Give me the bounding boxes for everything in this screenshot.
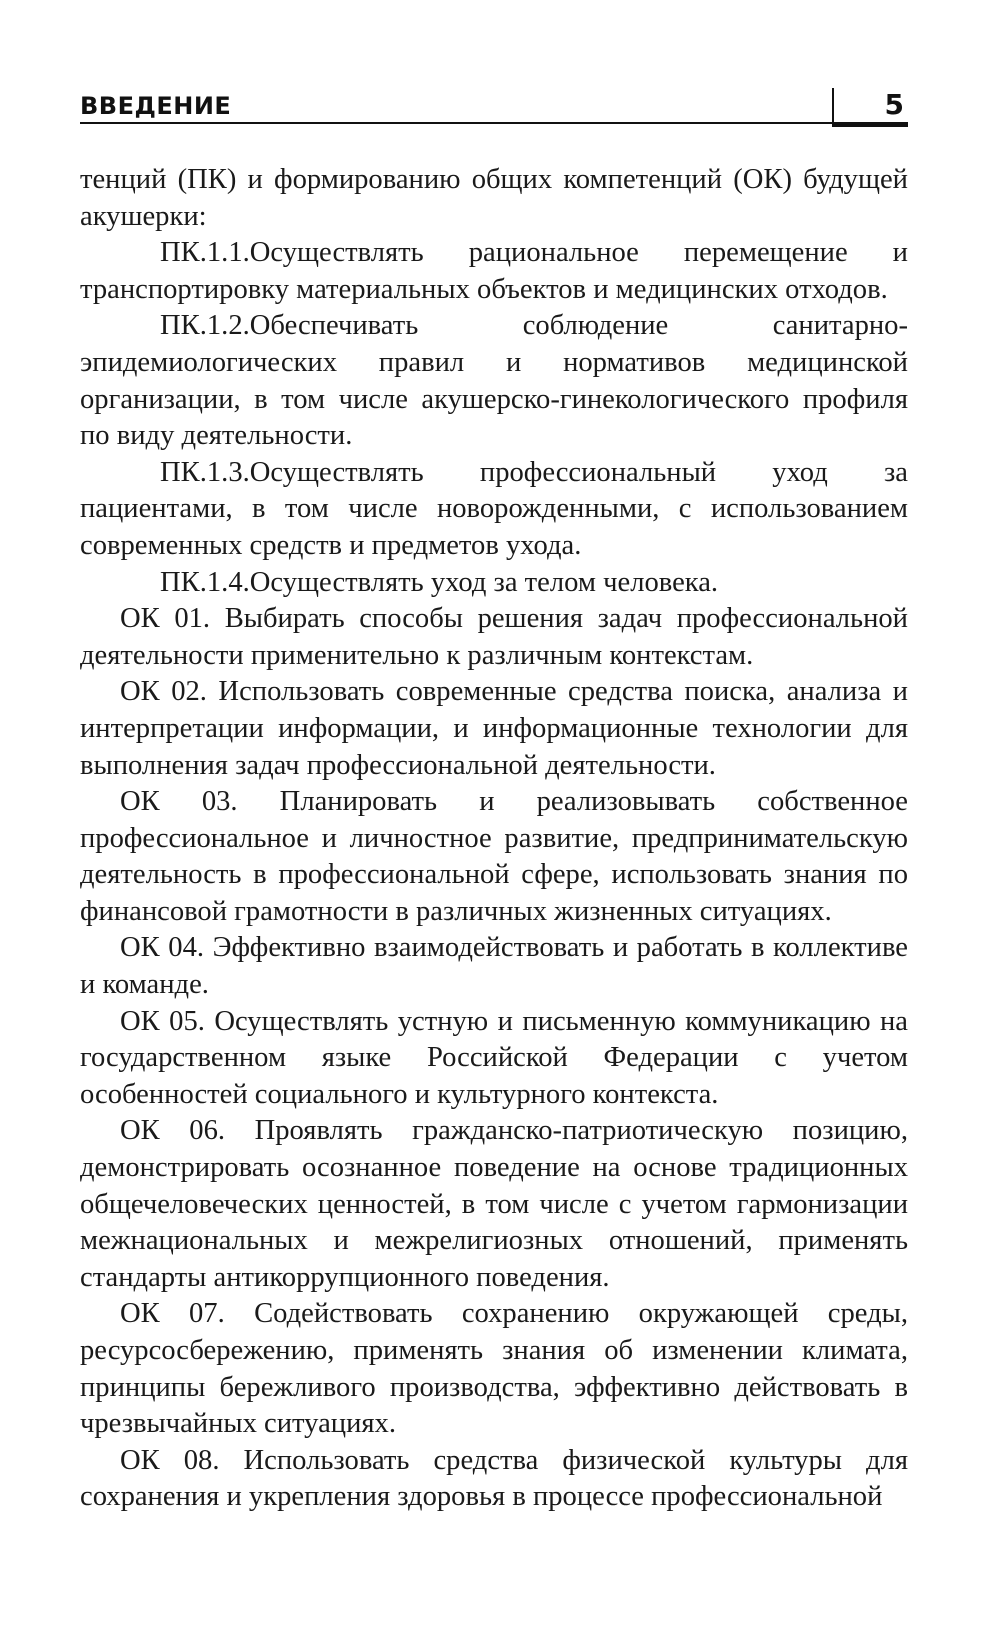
competency-text: Обеспечивать соблюдение санитарно-эпидемиологических правил и нормативов медицинской организации, в том числе акушерско-гинекологического профиля по виду деятельности. bbox=[80, 310, 908, 452]
competency-text: Проявлять гражданско-патриотическую позицию, демонстрировать осознанное поведение на основе традиционных общечеловеческих ценностей, в том числе с учетом гармонизации межнациональных и межрелигиозных отношений, применять стандарты антикоррупционного поведения. bbox=[80, 1115, 908, 1293]
competency-pk-1-2 bbox=[80, 308, 908, 454]
competency-code: ОК 03. bbox=[120, 786, 238, 818]
section-title: ВВЕДЕНИЕ bbox=[80, 92, 232, 120]
competency-text: Осуществлять профессиональный уход за пациентами, в том числе новорожденными, с использованием современных средств и предметов ухода. bbox=[80, 456, 908, 561]
competency-text: Осуществлять уход за телом человека. bbox=[249, 566, 719, 598]
competency-text: Выбирать способы решения задач профессиональной деятельности применительно к различным контекстам. bbox=[80, 603, 908, 671]
book-page bbox=[80, 0, 908, 1625]
competency-ok-06 bbox=[80, 1113, 908, 1296]
competency-ok-05 bbox=[80, 1004, 908, 1114]
competency-ok-07 bbox=[80, 1296, 908, 1442]
competency-pk-1-4 bbox=[80, 565, 908, 602]
page-number: 5 bbox=[884, 88, 904, 121]
competency-code: ОК 05. bbox=[120, 1005, 205, 1037]
competency-text: Использовать современные средства поиска, анализа и интерпретации информации, и информационные технологии для выполнения задач профессиональной деятельности. bbox=[80, 676, 908, 781]
competency-code: ОК 01. bbox=[120, 603, 211, 635]
header-rule bbox=[80, 122, 832, 124]
competency-ok-01 bbox=[80, 601, 908, 674]
competency-text: Осуществлять рациональное перемещение и транспортировку материальных объектов и медицинских отходов. bbox=[80, 237, 908, 305]
competency-text: Использовать средства физической культуры для сохранения и укрепления здоровья в процессе профессиональной bbox=[80, 1444, 908, 1513]
competency-ok-02 bbox=[80, 674, 908, 784]
competency-text: Эффективно взаимодействовать и работать в коллективе и команде. bbox=[80, 932, 908, 1001]
running-header bbox=[80, 82, 908, 134]
competency-code: ПК.1.2. bbox=[160, 310, 250, 342]
body-text bbox=[80, 162, 908, 1516]
competency-code: ПК.1.1. bbox=[160, 237, 250, 269]
competency-ok-04 bbox=[80, 930, 908, 1003]
competency-text: Осуществлять устную и письменную коммуникацию на государственном языке Российской Федерации с учетом особенностей социального и культурного контекста. bbox=[80, 1005, 908, 1110]
competency-pk-1-1 bbox=[80, 235, 908, 308]
competency-code: ОК 02. bbox=[120, 676, 207, 708]
header-divider bbox=[832, 88, 834, 124]
intro-paragraph: тенций (ПК) и формированию общих компетенций (ОК) будущей акушерки: bbox=[80, 164, 908, 232]
competency-code: ОК 04. bbox=[120, 932, 205, 964]
competency-text: Содействовать сохранению окружающей среды, ресурсосбережению, применять знания об изменении климата, принципы бережливого производства, эффективно действовать в чрезвычайных ситуациях. bbox=[80, 1298, 908, 1440]
competency-code: ОК 07. bbox=[120, 1298, 225, 1330]
competency-code: ОК 06. bbox=[120, 1115, 226, 1147]
competency-pk-1-3 bbox=[80, 455, 908, 565]
competency-code: ПК.1.4. bbox=[160, 566, 250, 598]
competency-code: ОК 08. bbox=[120, 1444, 220, 1476]
competency-code: ПК.1.3. bbox=[160, 456, 250, 488]
competency-ok-08 bbox=[80, 1443, 908, 1516]
competency-ok-03 bbox=[80, 784, 908, 930]
page-number-underline bbox=[832, 122, 908, 127]
competency-text: Планировать и реализовывать собственное профессиональное и личностное развитие, предпринимательскую деятельность в профессиональной сфере, использовать знания по финансовой грамотности в различных жизненных ситуациях. bbox=[80, 786, 908, 927]
